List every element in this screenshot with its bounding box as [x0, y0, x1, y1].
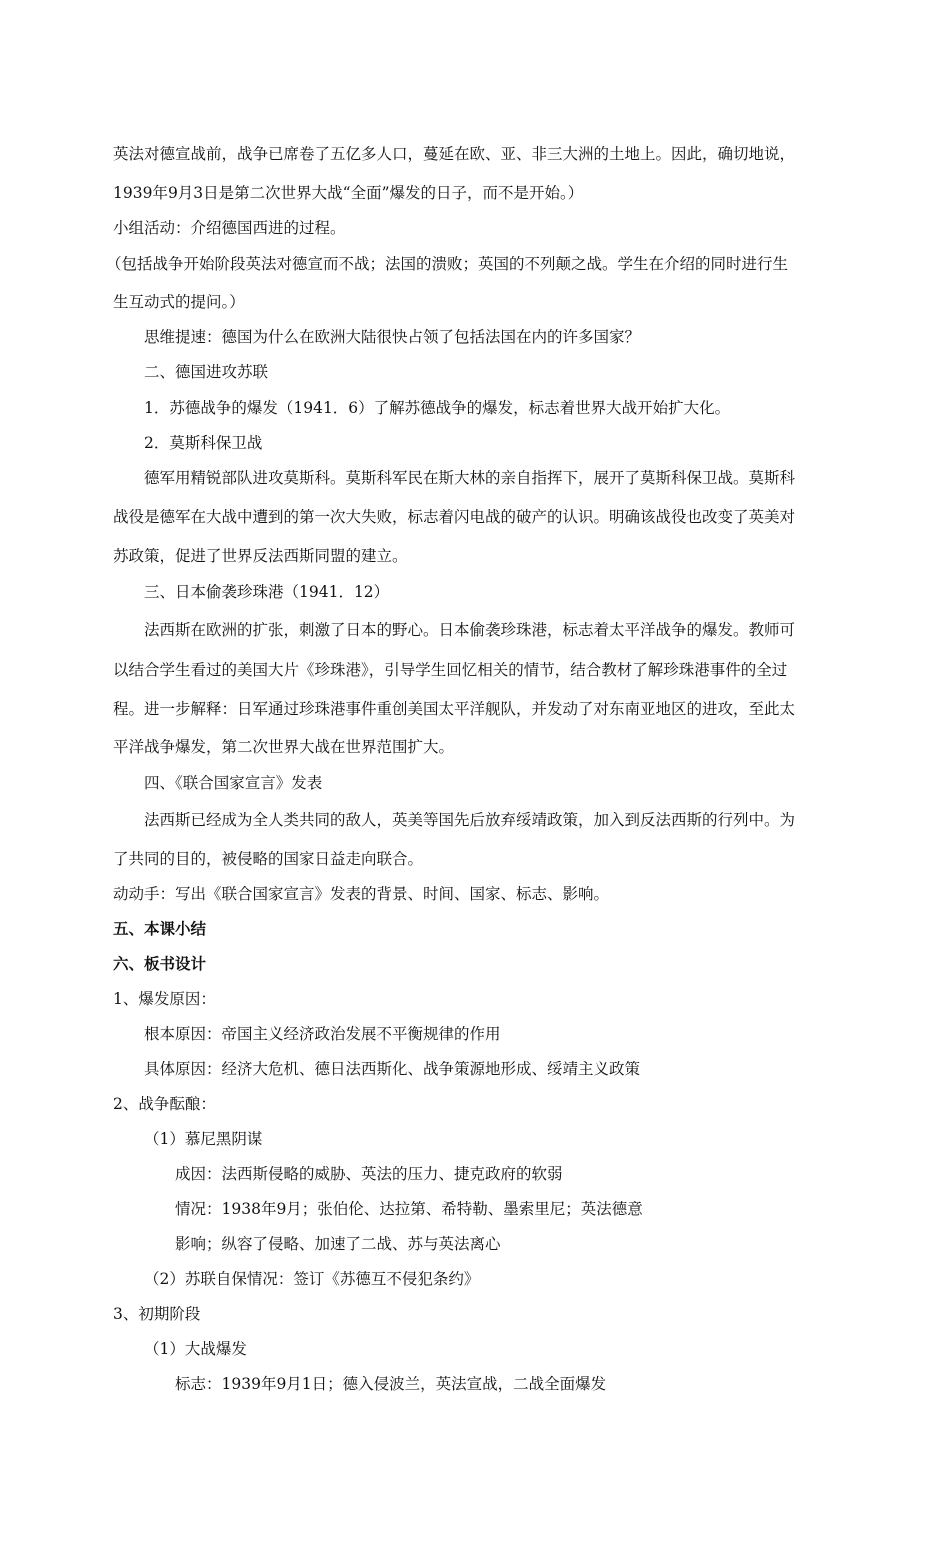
paragraph-line: （包括战争开始阶段英法对德宣而不战；法国的溃败；英国的不列颠之战。学生在介绍的同时进行生 [106, 255, 789, 273]
outline-item: （1）慕尼黑阴谋 [144, 1130, 263, 1148]
outline-item: 具体原因：经济大危机、德日法西斯化、战争策源地形成、绥靖主义政策 [144, 1060, 641, 1078]
paragraph-line: 德军用精锐部队进攻莫斯科。莫斯科军民在斯大林的亲自指挥下，展开了莫斯科保卫战。莫斯科 [144, 469, 796, 487]
paragraph-line: 程。进一步解释：日军通过珍珠港事件重创美国太平洋舰队，并发动了对东南亚地区的进攻，至此太 [113, 700, 796, 718]
bold-heading: 五、本课小结 [113, 919, 207, 938]
paragraph-line: 苏政策，促进了世界反法西斯同盟的建立。 [113, 547, 408, 565]
outline-item: （1）大战爆发 [144, 1340, 247, 1358]
paragraph-line: 以结合学生看过的美国大片《珍珠港》，引导学生回忆相关的情节，结合教材了解珍珠港事件的全过 [113, 661, 788, 679]
outline-item: 根本原因：帝国主义经济政治发展不平衡规律的作用 [144, 1025, 501, 1043]
paragraph-line: 小组活动：介绍德国西进的过程。 [113, 219, 346, 237]
paragraph-line: 战役是德军在大战中遭到的第一次大失败，标志着闪电战的破产的认识。明确该战役也改变了英美对 [113, 508, 796, 526]
section-heading: 三、日本偷袭珍珠港（1941．12） [144, 583, 390, 601]
bold-heading: 六、板书设计 [113, 954, 207, 973]
paragraph-line: 法西斯在欧洲的扩张，刺激了日本的野心。日本偷袭珍珠港，标志着太平洋战争的爆发。教师可 [144, 621, 796, 639]
outline-item: 影响；纵容了侵略、加速了二战、苏与英法离心 [175, 1235, 501, 1253]
outline-item: 2、战争酝酿： [113, 1095, 216, 1113]
paragraph-line: 1．苏德战争的爆发（1941．6）了解苏德战争的爆发，标志着世界大战开始扩大化。 [144, 399, 731, 417]
section-heading: 二、德国进攻苏联 [144, 363, 269, 381]
paragraph-line: 1939年9月3日是第二次世界大战“全面”爆发的日子，而不是开始。） [113, 184, 584, 202]
outline-item: 3、初期阶段 [113, 1305, 201, 1323]
paragraph-line: 法西斯已经成为全人类共同的敌人，英美等国先后放弃绥靖政策，加入到反法西斯的行列中。为 [144, 811, 796, 829]
subsection-heading: 2．莫斯科保卫战 [144, 434, 263, 452]
outline-item: 情况：1938年9月；张伯伦、达拉第、希特勒、墨索里尼；英法德意 [175, 1200, 643, 1218]
paragraph-line: 了共同的目的，被侵略的国家日益走向联合。 [113, 850, 424, 868]
section-heading: 四、《联合国家宣言》发表 [144, 774, 323, 792]
paragraph-line: 英法对德宣战前，战争已席卷了五亿多人口，蔓延在欧、亚、非三大洲的土地上。因此，确切地说， [113, 145, 796, 163]
outline-item: 标志：1939年9月1日；德入侵波兰，英法宣战，二战全面爆发 [175, 1375, 607, 1393]
paragraph-line: 思维提速：德国为什么在欧洲大陆很快占领了包括法国在内的许多国家？ [144, 328, 641, 346]
paragraph-line: 动动手：写出《联合国家宣言》发表的背景、时间、国家、标志、影响。 [113, 885, 610, 903]
outline-item: 1、爆发原因： [113, 990, 216, 1008]
paragraph-line: 生互动式的提问。） [113, 293, 245, 311]
outline-item: （2）苏联自保情况：签订《苏德互不侵犯条约》 [144, 1270, 480, 1288]
outline-item: 成因：法西斯侵略的威胁、英法的压力、捷克政府的软弱 [175, 1165, 563, 1183]
paragraph-line: 平洋战争爆发，第二次世界大战在世界范围扩大。 [113, 738, 455, 756]
